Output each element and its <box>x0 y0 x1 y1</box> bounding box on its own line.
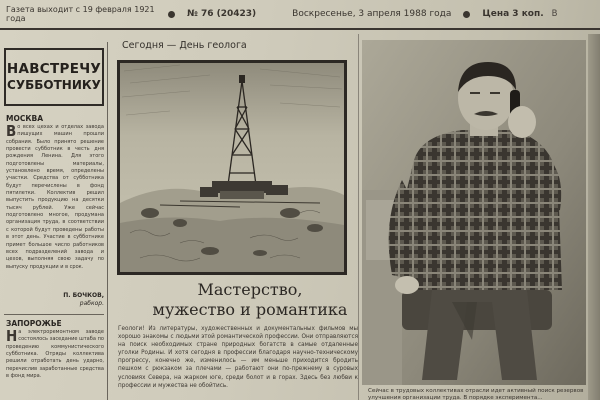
author-role: рабкор. <box>79 300 104 307</box>
article-moscow-signature <box>6 292 104 308</box>
oil-rig-illustration <box>117 60 347 275</box>
article-zaporozhye-text <box>6 329 104 400</box>
divider <box>4 314 104 315</box>
author-name: П. БОЧКОВ, <box>63 292 104 299</box>
geologist-photo <box>362 40 586 385</box>
section-title: Сегодня — День геолога <box>122 40 247 51</box>
masthead-dot-icon <box>168 11 175 18</box>
column-divider <box>358 34 359 400</box>
masthead <box>0 0 600 30</box>
man-on-phone-photo <box>362 40 586 385</box>
article-zaporozhye-dropcap: Н <box>6 329 18 345</box>
masthead-dot-icon <box>463 11 470 18</box>
issue-date: Воскресенье, 3 апреля 1988 года <box>292 9 452 19</box>
masthead-since: Газета выходит с 19 февраля 1921 года <box>6 5 155 23</box>
article-headline <box>150 280 350 320</box>
dateline-zaporozhye: ЗАПОРОЖЬЕ <box>6 319 62 328</box>
article-zaporozhye-body: а электроремонтном заводе состоялось заседание штаба по проведению коммунистического субботника. Отряды коллектива решили отработать день ударно, перечислив заработанные средства в фонд мира. <box>6 329 104 380</box>
page-edge <box>588 34 600 400</box>
left-column <box>0 42 108 400</box>
rubric-heading-line1: НАВСТРЕЧУ <box>6 61 102 77</box>
issue-number: № 76 (20423) <box>187 9 257 19</box>
photo-caption: Сейчас в трудовых коллективах отрасли идет активный поиск резервов улучшения организации труда. В порядке эксперимента... <box>368 388 584 400</box>
issue-price: Цена 3 коп. <box>482 9 544 19</box>
article-moscow-dropcap: В <box>6 124 17 140</box>
dateline-moscow: МОСКВА <box>6 114 43 123</box>
masthead-edge-text: В <box>551 9 558 19</box>
article-moscow-body: о всех цехах и отделах завода пишущих машин прошли собрания. Было принято решение провести субботник в честь дня рождения Ленина. Для этого подготовлены материалы, установлено время, определены участки. Средства от субботника будут перечислены в фонд пятилетки. Коллектив решил выпустить продукцию на десятки тысяч рублей. Уже сейчас подготовлено многое, продумана организация труда, в соответствии с которой будут проведены работы в этот день. Участие в субботнике примет большое число работников всех подразделений завода и цехов, выполняя свою задачу по выпуску продукции и в срок. <box>6 124 104 270</box>
rubric-heading-line2: СУББОТНИКУ <box>7 78 101 92</box>
headline-line1: Мастерство, <box>197 280 303 299</box>
rubric-heading-box <box>4 48 104 106</box>
geologist-article-text: Геологи! Из литературы, художественных и документальных фильмов мы хорошо знакомы с людьми этой романтической профессии. Они отправляются на поиск необходимых стране природных богатств в самые отдаленные уголки Родины. И хотя сегодня в профессии благодаря научно-техническому прогрессу, конечно же, изменилось — им меньше приходится бродить пешком с рюкзаком за плечами — работают они по-прежнему в суровых условиях Севера, на жарком юге, среди болот и в горах. Здесь без любви к профессии и мужества не обойтись. <box>118 326 358 389</box>
article-moscow-text <box>6 124 104 290</box>
headline-line2: мужество и романтика <box>152 300 348 319</box>
oil-rig-drawing <box>120 63 344 272</box>
